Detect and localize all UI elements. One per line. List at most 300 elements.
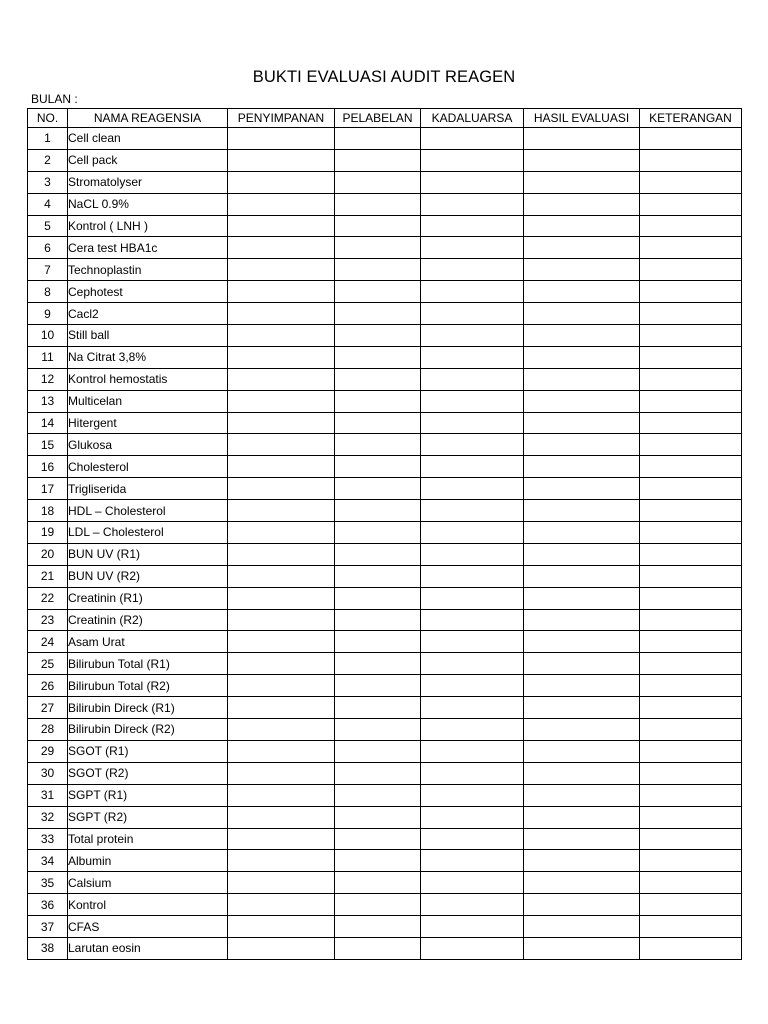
reagent-name: Cell pack (68, 149, 228, 171)
kadaluarsa-cell[interactable] (421, 850, 524, 872)
row-number: 37 (28, 916, 68, 938)
kadaluarsa-cell[interactable] (421, 390, 524, 412)
hasil-evaluasi-cell[interactable] (524, 806, 640, 828)
penyimpanan-cell[interactable] (228, 171, 335, 193)
reagent-name: HDL – Cholesterol (68, 500, 228, 522)
keterangan-cell[interactable] (640, 762, 742, 784)
hasil-evaluasi-cell[interactable] (524, 259, 640, 281)
row-number: 19 (28, 522, 68, 544)
kadaluarsa-cell[interactable] (421, 128, 524, 150)
hasil-evaluasi-cell[interactable] (524, 325, 640, 347)
keterangan-cell[interactable] (640, 675, 742, 697)
keterangan-cell[interactable] (640, 719, 742, 741)
pelabelan-cell[interactable] (335, 916, 421, 938)
pelabelan-cell[interactable] (335, 500, 421, 522)
kadaluarsa-cell[interactable] (421, 368, 524, 390)
penyimpanan-cell[interactable] (228, 740, 335, 762)
kadaluarsa-cell[interactable] (421, 806, 524, 828)
keterangan-cell[interactable] (640, 193, 742, 215)
keterangan-cell[interactable] (640, 434, 742, 456)
penyimpanan-cell[interactable] (228, 916, 335, 938)
hasil-evaluasi-cell[interactable] (524, 543, 640, 565)
pelabelan-cell[interactable] (335, 237, 421, 259)
table-row (28, 303, 742, 325)
kadaluarsa-cell[interactable] (421, 500, 524, 522)
hasil-evaluasi-cell[interactable] (524, 784, 640, 806)
pelabelan-cell[interactable] (335, 653, 421, 675)
hasil-evaluasi-cell[interactable] (524, 500, 640, 522)
row-number: 30 (28, 762, 68, 784)
table-row (28, 828, 742, 850)
row-number: 36 (28, 894, 68, 916)
pelabelan-cell[interactable] (335, 368, 421, 390)
penyimpanan-cell[interactable] (228, 303, 335, 325)
penyimpanan-cell[interactable] (228, 149, 335, 171)
penyimpanan-cell[interactable] (228, 719, 335, 741)
hasil-evaluasi-cell[interactable] (524, 237, 640, 259)
table-row (28, 325, 742, 347)
table-row (28, 456, 742, 478)
pelabelan-cell[interactable] (335, 478, 421, 500)
row-number: 22 (28, 587, 68, 609)
kadaluarsa-cell[interactable] (421, 894, 524, 916)
penyimpanan-cell[interactable] (228, 543, 335, 565)
penyimpanan-cell[interactable] (228, 281, 335, 303)
penyimpanan-cell[interactable] (228, 128, 335, 150)
hasil-evaluasi-cell[interactable] (524, 412, 640, 434)
pelabelan-cell[interactable] (335, 434, 421, 456)
penyimpanan-cell[interactable] (228, 259, 335, 281)
penyimpanan-cell[interactable] (228, 434, 335, 456)
kadaluarsa-cell[interactable] (421, 193, 524, 215)
row-number: 5 (28, 215, 68, 237)
pelabelan-cell[interactable] (335, 872, 421, 894)
table-row (28, 762, 742, 784)
reagent-name: Stromatolyser (68, 171, 228, 193)
hasil-evaluasi-cell[interactable] (524, 609, 640, 631)
hasil-evaluasi-cell[interactable] (524, 631, 640, 653)
keterangan-cell[interactable] (640, 565, 742, 587)
table-row (28, 631, 742, 653)
pelabelan-cell[interactable] (335, 806, 421, 828)
kadaluarsa-cell[interactable] (421, 259, 524, 281)
keterangan-cell[interactable] (640, 740, 742, 762)
header-pelabelan: PELABELAN (335, 109, 421, 128)
pelabelan-cell[interactable] (335, 128, 421, 150)
hasil-evaluasi-cell[interactable] (524, 565, 640, 587)
table-row (28, 565, 742, 587)
pelabelan-cell[interactable] (335, 259, 421, 281)
keterangan-cell[interactable] (640, 478, 742, 500)
kadaluarsa-cell[interactable] (421, 303, 524, 325)
keterangan-cell[interactable] (640, 500, 742, 522)
reagent-name: Bilirubun Total (R1) (68, 653, 228, 675)
table-row (28, 281, 742, 303)
penyimpanan-cell[interactable] (228, 215, 335, 237)
penyimpanan-cell[interactable] (228, 828, 335, 850)
row-number: 33 (28, 828, 68, 850)
pelabelan-cell[interactable] (335, 850, 421, 872)
pelabelan-cell[interactable] (335, 346, 421, 368)
table-row (28, 412, 742, 434)
hasil-evaluasi-cell[interactable] (524, 303, 640, 325)
kadaluarsa-cell[interactable] (421, 697, 524, 719)
hasil-evaluasi-cell[interactable] (524, 215, 640, 237)
hasil-evaluasi-cell[interactable] (524, 390, 640, 412)
keterangan-cell[interactable] (640, 828, 742, 850)
kadaluarsa-cell[interactable] (421, 522, 524, 544)
row-number: 28 (28, 719, 68, 741)
row-number: 26 (28, 675, 68, 697)
header-nama-reagensia: NAMA REAGENSIA (68, 109, 228, 128)
table-row (28, 478, 742, 500)
pelabelan-cell[interactable] (335, 587, 421, 609)
penyimpanan-cell[interactable] (228, 390, 335, 412)
kadaluarsa-cell[interactable] (421, 609, 524, 631)
keterangan-cell[interactable] (640, 346, 742, 368)
row-number: 25 (28, 653, 68, 675)
keterangan-cell[interactable] (640, 631, 742, 653)
kadaluarsa-cell[interactable] (421, 543, 524, 565)
hasil-evaluasi-cell[interactable] (524, 434, 640, 456)
kadaluarsa-cell[interactable] (421, 872, 524, 894)
row-number: 20 (28, 543, 68, 565)
pelabelan-cell[interactable] (335, 894, 421, 916)
row-number: 34 (28, 850, 68, 872)
kadaluarsa-cell[interactable] (421, 215, 524, 237)
table-row (28, 587, 742, 609)
keterangan-cell[interactable] (640, 303, 742, 325)
penyimpanan-cell[interactable] (228, 500, 335, 522)
hasil-evaluasi-cell[interactable] (524, 937, 640, 959)
keterangan-cell[interactable] (640, 281, 742, 303)
table-row (28, 128, 742, 150)
reagent-name: Albumin (68, 850, 228, 872)
pelabelan-cell[interactable] (335, 412, 421, 434)
reagent-name: Bilirubun Total (R2) (68, 675, 228, 697)
bulan-label: BULAN : (31, 92, 78, 106)
row-number: 23 (28, 609, 68, 631)
keterangan-cell[interactable] (640, 390, 742, 412)
pelabelan-cell[interactable] (335, 719, 421, 741)
penyimpanan-cell[interactable] (228, 631, 335, 653)
hasil-evaluasi-cell[interactable] (524, 171, 640, 193)
reagent-name: SGOT (R1) (68, 740, 228, 762)
hasil-evaluasi-cell[interactable] (524, 894, 640, 916)
reagent-name: SGOT (R2) (68, 762, 228, 784)
keterangan-cell[interactable] (640, 149, 742, 171)
kadaluarsa-cell[interactable] (421, 762, 524, 784)
kadaluarsa-cell[interactable] (421, 784, 524, 806)
table-row (28, 390, 742, 412)
penyimpanan-cell[interactable] (228, 609, 335, 631)
table-row (28, 609, 742, 631)
row-number: 38 (28, 937, 68, 959)
table-header-row (28, 109, 742, 128)
penyimpanan-cell[interactable] (228, 850, 335, 872)
penyimpanan-cell[interactable] (228, 565, 335, 587)
reagent-name: Cell clean (68, 128, 228, 150)
penyimpanan-cell[interactable] (228, 456, 335, 478)
pelabelan-cell[interactable] (335, 171, 421, 193)
row-number: 1 (28, 128, 68, 150)
row-number: 15 (28, 434, 68, 456)
keterangan-cell[interactable] (640, 543, 742, 565)
kadaluarsa-cell[interactable] (421, 346, 524, 368)
reagent-name: BUN UV (R2) (68, 565, 228, 587)
row-number: 29 (28, 740, 68, 762)
keterangan-cell[interactable] (640, 368, 742, 390)
penyimpanan-cell[interactable] (228, 762, 335, 784)
kadaluarsa-cell[interactable] (421, 937, 524, 959)
kadaluarsa-cell[interactable] (421, 828, 524, 850)
kadaluarsa-cell[interactable] (421, 719, 524, 741)
reagent-name: BUN UV (R1) (68, 543, 228, 565)
pelabelan-cell[interactable] (335, 303, 421, 325)
penyimpanan-cell[interactable] (228, 806, 335, 828)
kadaluarsa-cell[interactable] (421, 281, 524, 303)
pelabelan-cell[interactable] (335, 697, 421, 719)
kadaluarsa-cell[interactable] (421, 675, 524, 697)
penyimpanan-cell[interactable] (228, 522, 335, 544)
keterangan-cell[interactable] (640, 456, 742, 478)
pelabelan-cell[interactable] (335, 456, 421, 478)
keterangan-cell[interactable] (640, 171, 742, 193)
hasil-evaluasi-cell[interactable] (524, 872, 640, 894)
reagent-name: Creatinin (R2) (68, 609, 228, 631)
pelabelan-cell[interactable] (335, 762, 421, 784)
table-row (28, 850, 742, 872)
pelabelan-cell[interactable] (335, 215, 421, 237)
reagent-name: Hitergent (68, 412, 228, 434)
keterangan-cell[interactable] (640, 325, 742, 347)
keterangan-cell[interactable] (640, 237, 742, 259)
row-number: 21 (28, 565, 68, 587)
row-number: 14 (28, 412, 68, 434)
reagent-name: Cacl2 (68, 303, 228, 325)
kadaluarsa-cell[interactable] (421, 653, 524, 675)
penyimpanan-cell[interactable] (228, 784, 335, 806)
penyimpanan-cell[interactable] (228, 653, 335, 675)
kadaluarsa-cell[interactable] (421, 740, 524, 762)
hasil-evaluasi-cell[interactable] (524, 850, 640, 872)
keterangan-cell[interactable] (640, 850, 742, 872)
pelabelan-cell[interactable] (335, 740, 421, 762)
pelabelan-cell[interactable] (335, 631, 421, 653)
hasil-evaluasi-cell[interactable] (524, 916, 640, 938)
table-row (28, 346, 742, 368)
kadaluarsa-cell[interactable] (421, 434, 524, 456)
row-number: 32 (28, 806, 68, 828)
hasil-evaluasi-cell[interactable] (524, 368, 640, 390)
reagent-name: NaCL 0.9% (68, 193, 228, 215)
table-row (28, 719, 742, 741)
keterangan-cell[interactable] (640, 522, 742, 544)
reagent-name: Trigliserida (68, 478, 228, 500)
hasil-evaluasi-cell[interactable] (524, 456, 640, 478)
keterangan-cell[interactable] (640, 916, 742, 938)
reagent-name: SGPT (R2) (68, 806, 228, 828)
hasil-evaluasi-cell[interactable] (524, 587, 640, 609)
keterangan-cell[interactable] (640, 697, 742, 719)
table-row (28, 740, 742, 762)
kadaluarsa-cell[interactable] (421, 631, 524, 653)
table-row (28, 675, 742, 697)
hasil-evaluasi-cell[interactable] (524, 193, 640, 215)
pelabelan-cell[interactable] (335, 565, 421, 587)
reagent-name: Kontrol ( LNH ) (68, 215, 228, 237)
reagent-name: Kontrol (68, 894, 228, 916)
row-number: 17 (28, 478, 68, 500)
row-number: 9 (28, 303, 68, 325)
pelabelan-cell[interactable] (335, 193, 421, 215)
hasil-evaluasi-cell[interactable] (524, 281, 640, 303)
audit-table (27, 108, 742, 960)
pelabelan-cell[interactable] (335, 675, 421, 697)
reagent-name: LDL – Cholesterol (68, 522, 228, 544)
keterangan-cell[interactable] (640, 894, 742, 916)
keterangan-cell[interactable] (640, 609, 742, 631)
kadaluarsa-cell[interactable] (421, 456, 524, 478)
penyimpanan-cell[interactable] (228, 478, 335, 500)
penyimpanan-cell[interactable] (228, 193, 335, 215)
row-number: 24 (28, 631, 68, 653)
reagent-name: Na Citrat 3,8% (68, 346, 228, 368)
hasil-evaluasi-cell[interactable] (524, 149, 640, 171)
table-row (28, 522, 742, 544)
keterangan-cell[interactable] (640, 784, 742, 806)
header-hasil-evaluasi: HASIL EVALUASI (524, 109, 640, 128)
hasil-evaluasi-cell[interactable] (524, 346, 640, 368)
hasil-evaluasi-cell[interactable] (524, 675, 640, 697)
header-keterangan: KETERANGAN (640, 109, 742, 128)
pelabelan-cell[interactable] (335, 784, 421, 806)
table-row (28, 259, 742, 281)
row-number: 35 (28, 872, 68, 894)
hasil-evaluasi-cell[interactable] (524, 719, 640, 741)
penyimpanan-cell[interactable] (228, 346, 335, 368)
pelabelan-cell[interactable] (335, 609, 421, 631)
row-number: 10 (28, 325, 68, 347)
reagent-name: Cephotest (68, 281, 228, 303)
reagent-name: Kontrol hemostatis (68, 368, 228, 390)
kadaluarsa-cell[interactable] (421, 325, 524, 347)
row-number: 16 (28, 456, 68, 478)
penyimpanan-cell[interactable] (228, 697, 335, 719)
penyimpanan-cell[interactable] (228, 587, 335, 609)
reagent-name: Total protein (68, 828, 228, 850)
row-number: 31 (28, 784, 68, 806)
keterangan-cell[interactable] (640, 937, 742, 959)
penyimpanan-cell[interactable] (228, 675, 335, 697)
penyimpanan-cell[interactable] (228, 872, 335, 894)
hasil-evaluasi-cell[interactable] (524, 128, 640, 150)
table-row (28, 368, 742, 390)
hasil-evaluasi-cell[interactable] (524, 828, 640, 850)
pelabelan-cell[interactable] (335, 149, 421, 171)
kadaluarsa-cell[interactable] (421, 237, 524, 259)
keterangan-cell[interactable] (640, 128, 742, 150)
reagent-name: Multicelan (68, 390, 228, 412)
reagent-name: CFAS (68, 916, 228, 938)
reagent-name: Creatinin (R1) (68, 587, 228, 609)
table-row (28, 653, 742, 675)
kadaluarsa-cell[interactable] (421, 916, 524, 938)
hasil-evaluasi-cell[interactable] (524, 522, 640, 544)
row-number: 13 (28, 390, 68, 412)
reagent-name: Larutan eosin (68, 937, 228, 959)
reagent-name: Still ball (68, 325, 228, 347)
hasil-evaluasi-cell[interactable] (524, 740, 640, 762)
pelabelan-cell[interactable] (335, 937, 421, 959)
table-row (28, 784, 742, 806)
row-number: 8 (28, 281, 68, 303)
header-kadaluarsa: KADALUARSA (421, 109, 524, 128)
pelabelan-cell[interactable] (335, 390, 421, 412)
table-row (28, 543, 742, 565)
reagent-name: Cholesterol (68, 456, 228, 478)
penyimpanan-cell[interactable] (228, 894, 335, 916)
table-row (28, 806, 742, 828)
row-number: 3 (28, 171, 68, 193)
pelabelan-cell[interactable] (335, 828, 421, 850)
pelabelan-cell[interactable] (335, 522, 421, 544)
table-row (28, 215, 742, 237)
keterangan-cell[interactable] (640, 259, 742, 281)
reagent-name: Technoplastin (68, 259, 228, 281)
penyimpanan-cell[interactable] (228, 325, 335, 347)
kadaluarsa-cell[interactable] (421, 171, 524, 193)
pelabelan-cell[interactable] (335, 543, 421, 565)
penyimpanan-cell[interactable] (228, 237, 335, 259)
reagent-name: Calsium (68, 872, 228, 894)
hasil-evaluasi-cell[interactable] (524, 762, 640, 784)
reagent-name: Bilirubin Direck (R1) (68, 697, 228, 719)
kadaluarsa-cell[interactable] (421, 412, 524, 434)
table-row (28, 872, 742, 894)
table-row (28, 237, 742, 259)
penyimpanan-cell[interactable] (228, 368, 335, 390)
hasil-evaluasi-cell[interactable] (524, 697, 640, 719)
keterangan-cell[interactable] (640, 587, 742, 609)
row-number: 11 (28, 346, 68, 368)
hasil-evaluasi-cell[interactable] (524, 653, 640, 675)
keterangan-cell[interactable] (640, 215, 742, 237)
penyimpanan-cell[interactable] (228, 412, 335, 434)
table-row (28, 193, 742, 215)
kadaluarsa-cell[interactable] (421, 587, 524, 609)
keterangan-cell[interactable] (640, 653, 742, 675)
row-number: 2 (28, 149, 68, 171)
keterangan-cell[interactable] (640, 872, 742, 894)
kadaluarsa-cell[interactable] (421, 478, 524, 500)
keterangan-cell[interactable] (640, 412, 742, 434)
document-title: BUKTI EVALUASI AUDIT REAGEN (252, 68, 516, 86)
pelabelan-cell[interactable] (335, 325, 421, 347)
kadaluarsa-cell[interactable] (421, 565, 524, 587)
header-penyimpanan: PENYIMPANAN (228, 109, 335, 128)
row-number: 27 (28, 697, 68, 719)
table-row (28, 894, 742, 916)
keterangan-cell[interactable] (640, 806, 742, 828)
kadaluarsa-cell[interactable] (421, 149, 524, 171)
table-row (28, 916, 742, 938)
hasil-evaluasi-cell[interactable] (524, 478, 640, 500)
pelabelan-cell[interactable] (335, 281, 421, 303)
table-row (28, 937, 742, 959)
penyimpanan-cell[interactable] (228, 937, 335, 959)
table-row (28, 434, 742, 456)
